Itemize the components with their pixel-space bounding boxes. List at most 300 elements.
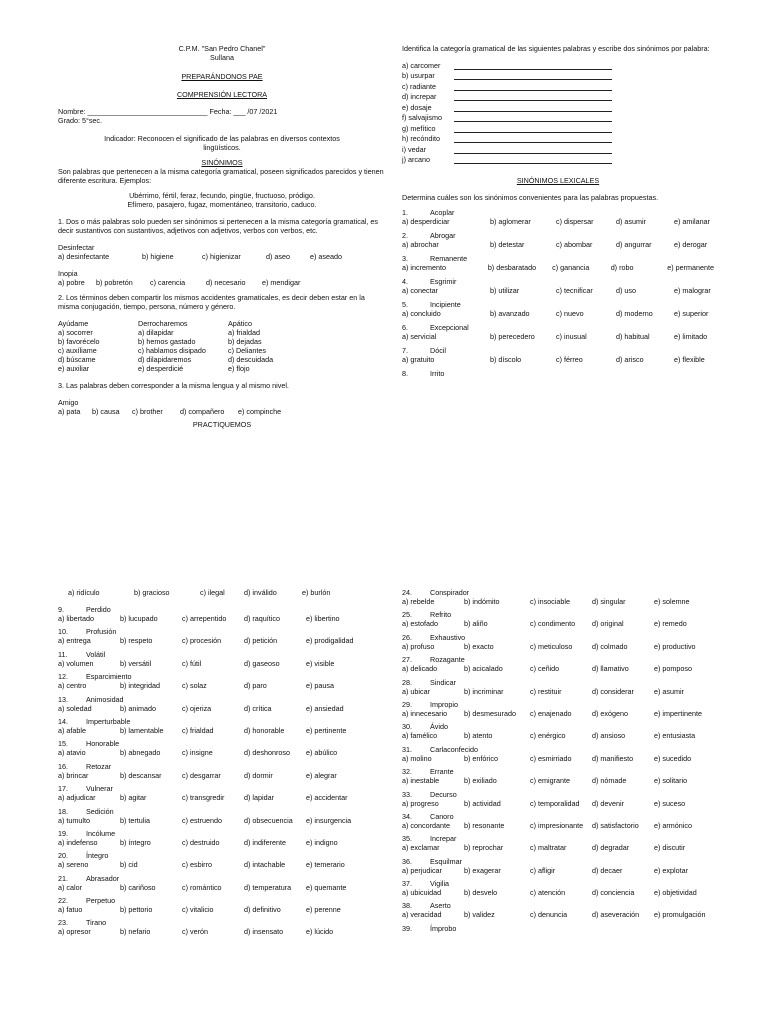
option[interactable]: b) respeto — [120, 636, 153, 646]
question-options — [402, 263, 714, 272]
option[interactable]: c) emigrante — [530, 776, 570, 786]
option: d) aseo — [266, 252, 290, 261]
question-options — [58, 771, 386, 780]
option[interactable]: c) temporalidad — [530, 798, 580, 808]
option[interactable]: c) enérgico — [530, 731, 566, 741]
option[interactable]: b) acicalado — [464, 664, 503, 674]
option[interactable]: a) sereno — [58, 860, 89, 870]
option[interactable]: e) limitado — [674, 332, 708, 341]
option[interactable]: c) restituir — [530, 686, 562, 696]
option[interactable]: e) insurgencia — [306, 815, 352, 825]
question-number: 36. — [402, 856, 412, 866]
option[interactable]: e) abúlico — [306, 748, 338, 758]
option[interactable]: a) innecesario — [402, 708, 448, 718]
option[interactable]: a) indefenso — [58, 837, 98, 847]
option[interactable]: b) lamentable — [120, 725, 164, 735]
col-header: Apático — [228, 319, 252, 328]
option[interactable]: e) pertinente — [306, 725, 347, 735]
vocab-word: j) arcano — [402, 155, 430, 164]
option[interactable]: c) transgredir — [182, 793, 225, 803]
option[interactable]: b) desmesurado — [464, 708, 516, 718]
option[interactable]: a) famélico — [402, 731, 438, 741]
vocab-row — [402, 70, 714, 81]
option[interactable]: d) original — [592, 619, 624, 629]
question-word: Ímprobo — [430, 923, 457, 933]
option[interactable]: d) arisco — [616, 355, 644, 364]
option[interactable]: c) tecnificar — [556, 286, 593, 295]
option[interactable]: e) ansiedad — [306, 703, 344, 713]
option[interactable]: b) resonante — [464, 820, 505, 830]
question-head — [402, 722, 714, 731]
question-number: 35. — [402, 834, 412, 844]
option[interactable]: d) temperatura — [244, 882, 292, 892]
item-8-options — [58, 588, 386, 597]
option[interactable]: d) manifiesto — [592, 753, 634, 763]
option[interactable]: a) delicado — [402, 664, 438, 674]
option[interactable]: c) ojeriza — [182, 703, 212, 713]
option[interactable]: b) enfórico — [464, 753, 498, 763]
question-word: Acoplar — [430, 208, 455, 217]
option[interactable]: b) íntegro — [120, 837, 151, 847]
option[interactable]: c) esmirriado — [530, 753, 572, 763]
question-item — [402, 812, 714, 830]
question-number: 38. — [402, 901, 412, 911]
question-word: Vigilia — [430, 879, 450, 889]
option[interactable]: e) asumir — [654, 686, 684, 696]
option[interactable]: d) lapidar — [244, 793, 274, 803]
option[interactable]: d) indiferente — [244, 837, 286, 847]
option[interactable]: d) angurrar — [616, 240, 652, 249]
vocab-word: g) mefítico — [402, 123, 436, 133]
heading-pae: PREPARÁNDONOS PAE — [181, 72, 263, 81]
option[interactable]: e) alegrar — [306, 770, 337, 780]
option[interactable]: b) aliño — [464, 619, 488, 629]
question-item — [58, 784, 386, 802]
option[interactable]: d) conciencia — [592, 888, 635, 898]
question-word: Profusión — [86, 627, 117, 637]
option[interactable]: c) frialdad — [182, 725, 214, 735]
option[interactable]: a) gratuito — [402, 355, 435, 364]
option[interactable]: b) lucupado — [120, 614, 158, 623]
option[interactable]: b) exagerar — [464, 865, 501, 875]
option[interactable]: c) férreo — [556, 355, 583, 364]
option[interactable]: c) denuncia — [530, 910, 568, 920]
option[interactable]: a) ubicuidad — [402, 888, 442, 898]
option[interactable]: c) vitalicio — [182, 905, 214, 915]
option[interactable]: d) insensato — [244, 927, 284, 937]
option[interactable]: a) concluido — [402, 309, 441, 318]
option[interactable]: c) estruendo — [182, 815, 222, 825]
option[interactable]: c) romántico — [182, 882, 222, 892]
question-number: 23. — [58, 918, 68, 928]
option[interactable]: a) entrega — [58, 636, 91, 646]
option[interactable]: a) abrochar — [402, 240, 439, 249]
option[interactable]: d) definitivo — [244, 905, 281, 915]
question-head — [58, 851, 386, 860]
answer-line[interactable] — [454, 73, 612, 80]
option[interactable]: b) agitar — [120, 793, 147, 803]
cell: c) auxíliame — [58, 346, 97, 355]
question-options — [402, 619, 714, 628]
cell: a) dilapidar — [138, 328, 174, 337]
answer-line[interactable] — [454, 105, 612, 112]
option[interactable]: e) superior — [674, 309, 709, 318]
city-name: Sullana — [210, 53, 234, 62]
question-word: Tirano — [86, 918, 107, 928]
three-column-examples — [58, 319, 386, 373]
option[interactable]: d) habitual — [616, 332, 650, 341]
option[interactable]: c) insociable — [530, 597, 570, 606]
option[interactable]: c) insigne — [182, 748, 213, 758]
option[interactable]: a) veracidad — [402, 910, 442, 920]
option[interactable]: c) ganancia — [552, 263, 590, 272]
answer-line[interactable] — [454, 147, 612, 154]
option[interactable]: c) inusual — [556, 332, 587, 341]
option: c) ilegal — [200, 588, 225, 597]
option[interactable]: b) cid — [120, 860, 138, 870]
option[interactable]: a) centro — [58, 681, 87, 691]
option[interactable]: a) perjudicar — [402, 865, 442, 875]
question-word: Conspirador — [430, 588, 470, 597]
option[interactable]: d) paro — [244, 681, 267, 691]
option[interactable]: d) intachable — [244, 860, 286, 870]
option[interactable]: b) indómito — [464, 597, 500, 606]
question-head — [58, 717, 386, 726]
option[interactable]: b) versátil — [120, 658, 152, 668]
question-options — [58, 838, 386, 847]
option: d) compañero — [180, 407, 225, 416]
option[interactable]: c) arrepentido — [182, 614, 227, 623]
option[interactable]: e) flexible — [674, 355, 705, 364]
option[interactable]: d) petición — [244, 636, 278, 646]
option[interactable]: e) quemante — [306, 882, 347, 892]
option[interactable]: d) degradar — [592, 843, 630, 853]
question-head — [402, 588, 714, 597]
option[interactable]: b) descansar — [120, 770, 162, 780]
bottom-right-items — [402, 588, 714, 933]
question-options — [58, 659, 386, 668]
question-word: Perpetuo — [86, 896, 116, 906]
question-item — [402, 369, 714, 378]
option[interactable]: a) soledad — [58, 703, 92, 713]
option[interactable]: a) inestable — [402, 776, 440, 786]
option[interactable]: a) incremento — [402, 263, 446, 272]
option[interactable]: b) cariñoso — [120, 882, 156, 892]
question-head — [402, 300, 714, 309]
option: d) inválido — [244, 588, 277, 597]
question-options — [58, 704, 386, 713]
question-word: Esparcimiento — [86, 672, 132, 682]
option[interactable]: e) solemne — [654, 597, 690, 606]
question-word: Refrito — [430, 610, 452, 620]
option[interactable]: e) pausa — [306, 681, 334, 691]
option[interactable]: e) malograr — [674, 286, 711, 295]
option[interactable]: a) calor — [58, 882, 82, 892]
question-number: 12. — [58, 672, 68, 682]
option[interactable]: b) actividad — [464, 798, 501, 808]
option[interactable]: e) perenne — [306, 905, 341, 915]
vocab-row — [402, 143, 714, 154]
option[interactable]: d) deshonroso — [244, 748, 290, 758]
option[interactable]: c) ceñido — [530, 664, 560, 674]
question-number: 15. — [58, 739, 68, 749]
option: b) pobretón — [96, 278, 133, 287]
option[interactable]: b) validez — [464, 910, 495, 920]
question-options — [58, 793, 386, 802]
option: a) pata — [58, 407, 81, 416]
option[interactable]: b) exiliado — [464, 776, 497, 786]
question-options — [58, 883, 386, 892]
cell: e) desperdicié — [138, 364, 184, 373]
rule-3: 3. Las palabras deben corresponder a la misma lengua y al mismo nivel. — [58, 381, 289, 390]
option[interactable]: d) dormir — [244, 770, 273, 780]
option[interactable]: d) aseveración — [592, 910, 640, 920]
option[interactable]: c) fútil — [182, 658, 202, 668]
option[interactable]: d) obsecuencia — [244, 815, 293, 825]
option[interactable]: b) desvelo — [464, 888, 498, 898]
option[interactable]: e) discutir — [654, 843, 686, 853]
option[interactable]: c) atención — [530, 888, 566, 898]
option[interactable]: c) procesión — [182, 636, 222, 646]
question-options — [58, 614, 386, 623]
question-head — [58, 739, 386, 748]
question-head — [402, 346, 714, 355]
option[interactable]: d) asumir — [616, 217, 646, 226]
nombre-line: Nombre: ______________________________ Fecha: ___ /07 /2021 — [58, 107, 278, 116]
option[interactable]: e) lúcido — [306, 927, 334, 937]
question-word: Excepcional — [430, 323, 469, 332]
option[interactable]: d) satisfactorio — [592, 820, 639, 830]
option[interactable]: c) meticuloso — [530, 641, 573, 651]
option[interactable]: c) nuevo — [556, 309, 584, 318]
question-number: 26. — [402, 632, 412, 642]
option[interactable]: c) maltratar — [530, 843, 567, 853]
question-head — [402, 924, 714, 933]
option[interactable]: a) exclamar — [402, 843, 440, 853]
vocab-row — [402, 133, 714, 144]
question-item — [402, 300, 714, 318]
option[interactable]: d) colmado — [592, 641, 628, 651]
option[interactable]: b) pettorio — [120, 905, 153, 915]
question-number: 29. — [402, 699, 412, 709]
option[interactable]: b) abnegado — [120, 748, 161, 758]
question-word: Ávido — [430, 722, 448, 732]
option[interactable]: b) tertulia — [120, 815, 150, 825]
option[interactable]: e) suceso — [654, 798, 686, 808]
question-item — [402, 254, 714, 272]
option[interactable]: b) díscolo — [490, 355, 522, 364]
option[interactable]: e) permanente — [667, 263, 714, 272]
option[interactable]: c) afligir — [530, 865, 556, 875]
option[interactable]: d) exógeno — [592, 708, 628, 718]
option[interactable]: e) promulgación — [654, 910, 706, 920]
option[interactable]: a) progreso — [402, 798, 439, 808]
option[interactable]: a) volumen — [58, 658, 94, 668]
question-number: 9. — [58, 605, 64, 614]
vocab-word: i) vedar — [402, 144, 426, 154]
option[interactable]: b) perecedero — [490, 332, 535, 341]
option[interactable]: c) solaz — [182, 681, 207, 691]
option[interactable]: d) ansioso — [592, 731, 626, 741]
question-head — [402, 745, 714, 754]
answer-line[interactable] — [454, 84, 612, 91]
option[interactable]: d) gaseoso — [244, 658, 280, 668]
option[interactable]: d) devenir — [592, 798, 624, 808]
answer-line[interactable] — [454, 157, 612, 164]
question-word: Aserto — [430, 901, 451, 911]
question-number: 39. — [402, 923, 412, 933]
option[interactable]: e) pomposo — [654, 664, 692, 674]
option[interactable]: b) animado — [120, 703, 156, 713]
option[interactable]: c) esbirro — [182, 860, 212, 870]
option[interactable]: a) afable — [58, 725, 86, 735]
question-item — [58, 695, 386, 713]
question-options — [402, 642, 714, 651]
option[interactable]: a) ubicar — [402, 686, 430, 696]
option[interactable]: b) aglomerar — [490, 217, 531, 226]
option[interactable]: b) exacto — [464, 641, 494, 651]
option[interactable]: e) derogar — [674, 240, 708, 249]
option[interactable]: a) opresor — [58, 927, 91, 937]
option[interactable]: c) impresionante — [530, 820, 584, 830]
option[interactable]: b) nefario — [120, 927, 151, 937]
question-word: Imperturbable — [86, 716, 131, 726]
question-word: Irrito — [430, 369, 445, 378]
question-options — [58, 681, 386, 690]
option[interactable]: c) enajenado — [530, 708, 572, 718]
option[interactable]: a) rebelde — [402, 597, 435, 606]
option[interactable]: b) reprochar — [464, 843, 504, 853]
option[interactable]: e) libertino — [306, 614, 340, 623]
question-word: Esgrimir — [430, 277, 457, 286]
question-word: Sindicar — [430, 677, 456, 687]
option[interactable]: b) detestar — [490, 240, 525, 249]
option[interactable]: a) atavio — [58, 748, 86, 758]
option[interactable]: c) condimento — [530, 619, 576, 629]
option[interactable]: d) honorable — [244, 725, 285, 735]
option[interactable]: b) avanzado — [490, 309, 530, 318]
question-item — [402, 610, 714, 628]
question-head — [402, 277, 714, 286]
option[interactable]: a) concordante — [402, 820, 450, 830]
option[interactable]: c) verón — [182, 927, 208, 937]
cell: c) Deliantes — [228, 346, 266, 355]
option[interactable]: a) conectar — [402, 286, 438, 295]
option[interactable]: a) estofado — [402, 619, 438, 629]
option[interactable]: a) brincar — [58, 770, 89, 780]
page-bottom — [0, 582, 768, 1024]
question-options — [402, 217, 714, 226]
option[interactable]: d) considerar — [592, 686, 634, 696]
option[interactable]: c) dispersar — [556, 217, 594, 226]
option[interactable]: b) desbaratado — [487, 263, 537, 272]
vocab-row — [402, 122, 714, 133]
option[interactable]: d) uso — [616, 286, 636, 295]
cell: a) socorrer — [58, 328, 93, 337]
option: b) gracioso — [134, 588, 170, 597]
option[interactable]: e) impertinente — [654, 708, 702, 718]
option[interactable]: c) desgarrar — [182, 770, 221, 780]
option[interactable]: d) moderno — [616, 309, 653, 318]
option[interactable]: b) incriminar — [464, 686, 504, 696]
option[interactable]: e) temerario — [306, 860, 345, 870]
option[interactable]: e) sucedido — [654, 753, 692, 763]
option[interactable]: e) remedo — [654, 619, 687, 629]
option[interactable]: a) desperdiciar — [402, 217, 450, 226]
answer-line[interactable] — [454, 126, 612, 133]
option[interactable]: a) molino — [402, 753, 432, 763]
question-item — [402, 834, 714, 852]
answer-line[interactable] — [454, 94, 612, 101]
option[interactable]: a) servicial — [402, 332, 437, 341]
option[interactable]: e) prodigalidad — [306, 636, 354, 646]
question-item — [402, 633, 714, 651]
option: b) higiene — [142, 252, 174, 261]
question-options — [402, 309, 714, 318]
option[interactable]: e) productivo — [654, 641, 696, 651]
option[interactable]: d) raquítico — [244, 614, 280, 623]
question-item — [58, 739, 386, 757]
option[interactable]: a) profuso — [402, 641, 435, 651]
question-item — [402, 924, 714, 933]
option[interactable]: a) libertado — [58, 614, 94, 623]
question-word: Decurso — [430, 789, 457, 799]
option[interactable]: c) destruido — [182, 837, 220, 847]
option[interactable]: c) abombar — [556, 240, 593, 249]
question-item — [58, 896, 386, 914]
option[interactable]: b) atento — [464, 731, 493, 741]
option: e) compinche — [238, 407, 282, 416]
option[interactable]: e) solitario — [654, 776, 688, 786]
option[interactable]: d) crítica — [244, 703, 272, 713]
option[interactable]: b) integridad — [120, 681, 160, 691]
question-item — [402, 208, 714, 226]
question-options — [402, 910, 714, 919]
option[interactable]: a) adjudicar — [58, 793, 96, 803]
option[interactable]: d) nómade — [592, 776, 627, 786]
option[interactable]: e) visible — [306, 658, 335, 668]
option[interactable]: a) tumulto — [58, 815, 90, 825]
desinfectar-word: Desinfectar — [58, 243, 95, 252]
option[interactable]: e) entusiasta — [654, 731, 696, 741]
page-gap — [0, 560, 768, 582]
option[interactable]: e) objetividad — [654, 888, 697, 898]
option[interactable]: d) singular — [592, 597, 626, 606]
question-head — [58, 605, 386, 614]
option[interactable]: b) utilizar — [490, 286, 520, 295]
answer-line[interactable] — [454, 115, 612, 122]
question-item — [402, 722, 714, 740]
option[interactable]: e) armónico — [654, 820, 692, 830]
answer-line[interactable] — [454, 136, 612, 143]
option[interactable]: d) decaer — [592, 865, 623, 875]
question-options — [402, 709, 714, 718]
option[interactable]: d) robo — [610, 263, 634, 272]
answer-line[interactable] — [454, 63, 612, 70]
question-item — [402, 700, 714, 718]
option: a) ridículo — [68, 588, 100, 597]
question-options — [402, 240, 714, 249]
option[interactable]: e) explotar — [654, 865, 688, 875]
option[interactable]: a) fatuo — [58, 905, 83, 915]
option[interactable]: e) amilanar — [674, 217, 710, 226]
option[interactable]: d) llamativo — [592, 664, 629, 674]
option[interactable]: e) accidentar — [306, 793, 348, 803]
cell: a) frialdad — [228, 328, 260, 337]
question-head — [402, 901, 714, 910]
option[interactable]: e) indigno — [306, 837, 338, 847]
option: b) causa — [92, 407, 120, 416]
